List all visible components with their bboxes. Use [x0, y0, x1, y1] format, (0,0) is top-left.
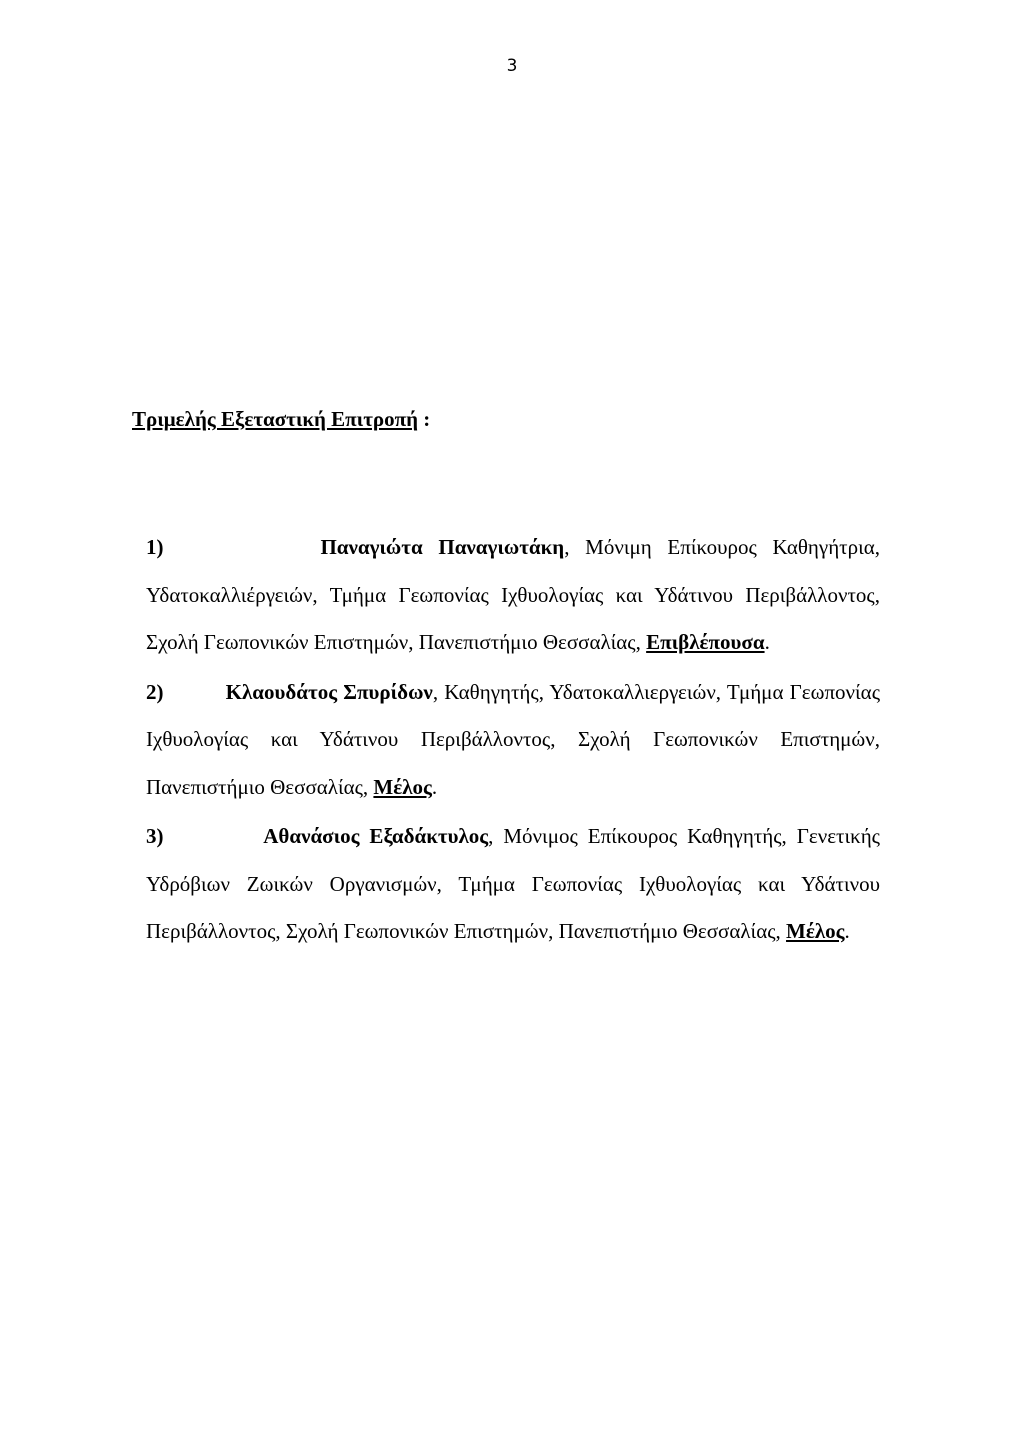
- member-name: Παναγιώτα Παναγιωτάκη: [320, 535, 565, 559]
- member-index: 3): [146, 824, 164, 848]
- committee-section: [132, 404, 880, 958]
- committee-member-2: [132, 669, 880, 812]
- member-description: , Μόνιμη Επίκουρος Καθηγήτρια, Υδατοκαλλιέργειών, Τμήμα Γεωπονίας Ιχθυολογίας και Υδάτινου Περιβάλλοντος, Σχολή Γεωπονικών Επιστημών, Πανεπιστήμιο Θεσσαλίας,: [146, 535, 880, 654]
- member-index: 1): [146, 535, 164, 559]
- member-name: Αθανάσιος Εξαδάκτυλος: [263, 824, 489, 848]
- member-index: 2): [146, 679, 164, 704]
- member-end: .: [844, 919, 850, 943]
- member-end: .: [431, 774, 438, 799]
- member-name: Κλαουδάτος Σπυρίδων: [225, 679, 433, 704]
- member-role: Μέλος: [373, 774, 432, 799]
- member-end: .: [764, 630, 770, 654]
- committee-member-3: [132, 813, 880, 956]
- committee-member-1: [132, 524, 880, 667]
- page-number: 3: [506, 56, 518, 76]
- member-description: , Μόνιμος Επίκουρος Καθηγητής, Γενετικής Υδρόβιων Ζωικών Οργανισμών, Τμήμα Γεωπονίας Ιχθυολογίας και Υδάτινου Περιβάλλοντος, Σχολή Γεωπονικών Επιστημών, Πανεπιστήμιο Θεσσαλίας,: [146, 824, 880, 943]
- member-role: Μέλος: [786, 919, 845, 943]
- committee-heading: [132, 404, 880, 434]
- committee-heading-colon: :: [418, 407, 431, 431]
- member-role: Επιβλέπουσα: [646, 630, 765, 654]
- member-description: , Καθηγητής, Υδατοκαλλιεργειών, Τμήμα Γεωπονίας Ιχθυολογίας και Υδάτινου Περιβάλλοντος, Σχολή Γεωπονικών Επιστημών, Πανεπιστήμιο Θεσσαλίας,: [146, 679, 881, 799]
- committee-heading-text: Τριμελής Εξεταστική Επιτροπή: [132, 407, 419, 431]
